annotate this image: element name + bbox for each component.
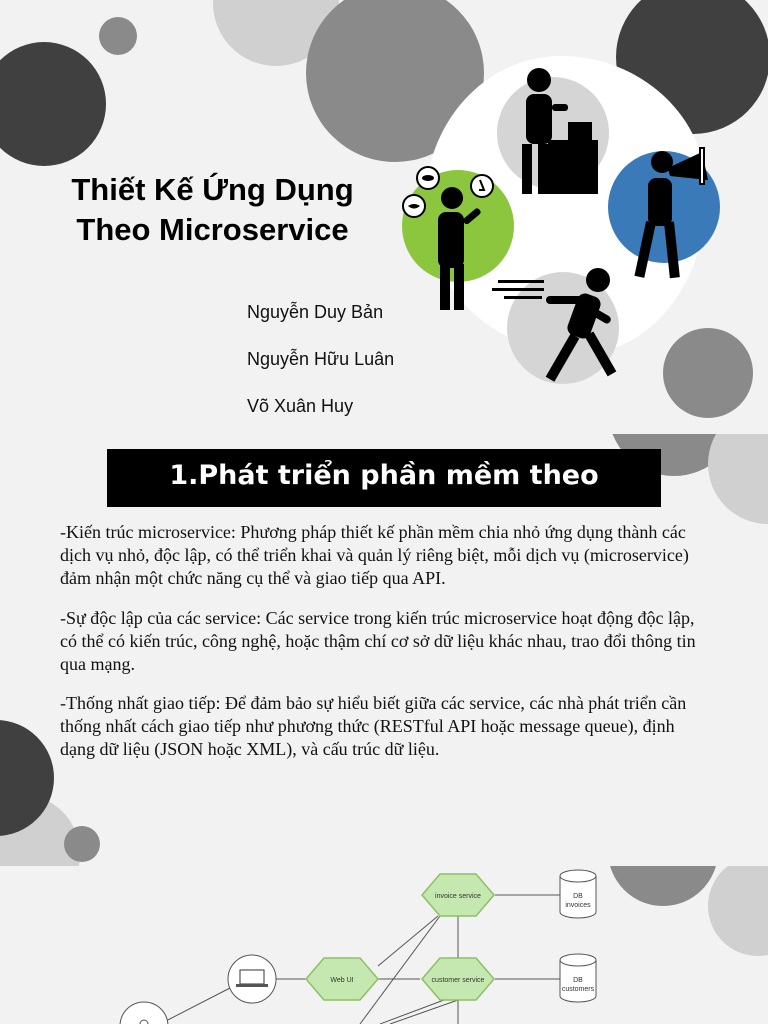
microservice-diagram <box>0 866 768 1024</box>
db-customers-label-1: DB <box>573 977 583 984</box>
title-slide <box>0 0 768 434</box>
paragraph: -Sự độc lập của các service: Các service trong kiến trúc microservice hoạt động độc lập, có thể có kiến trúc, công nghệ, hoặc thậm chí cơ sở dữ liệu khác nhau, trao đổi thông tin qua mạng. <box>60 608 696 674</box>
presentation-title <box>30 170 395 250</box>
author-name: Nguyễn Hữu Luân <box>247 349 395 369</box>
decor-circle <box>0 42 106 166</box>
section-title: 1.Phát triển phần mềm theo <box>107 449 661 507</box>
db-invoices-node <box>560 870 596 918</box>
customer-service-node <box>422 958 494 1000</box>
invoice-service-node <box>422 874 494 916</box>
db-customers-node <box>560 954 596 1002</box>
db-invoices-label-2: invoices <box>565 902 591 909</box>
invoice-service-label: invoice service <box>435 893 481 900</box>
content-slide <box>0 434 768 866</box>
db-customers-label-2: customers <box>561 986 595 993</box>
customer-service-label: customer service <box>431 977 485 984</box>
decor-circle <box>64 826 100 862</box>
author-name: Nguyễn Duy Bản <box>247 302 384 322</box>
laptop-icon <box>228 955 276 1003</box>
diagram-slide <box>0 866 768 1024</box>
decor-circle <box>99 17 137 55</box>
paragraph: -Thống nhất giao tiếp: Để đảm bảo sự hiểu biết giữa các service, các nhà phát triển cần thống nhất cách giao tiếp như phương thức (RESTful API hoặc message queue), định dạng dữ liệu (JSON hoặc XML), và cấu trúc dữ liệu. <box>60 693 687 759</box>
web-ui-node <box>306 958 378 1000</box>
author-name: Võ Xuân Huy <box>247 396 354 416</box>
title-line-1: Thiết Kế Ứng Dụng <box>71 172 354 207</box>
paragraph: -Kiến trúc microservice: Phương pháp thiết kế phần mềm chia nhỏ ứng dụng thành các dịch vụ nhỏ, độc lập, có thể triển khai và quản lý riêng biệt, mỗi dịch vụ (microservice) đảm nhận một chức năng cụ thể và giao tiếp qua API. <box>60 522 689 588</box>
web-ui-label: Web UI <box>330 977 354 984</box>
decor-circle <box>708 434 768 524</box>
mobile-client-icon <box>120 1002 168 1024</box>
db-invoices-label-1: DB <box>573 893 583 900</box>
title-line-2: Theo Microservice <box>76 212 349 247</box>
illustration <box>400 60 730 400</box>
